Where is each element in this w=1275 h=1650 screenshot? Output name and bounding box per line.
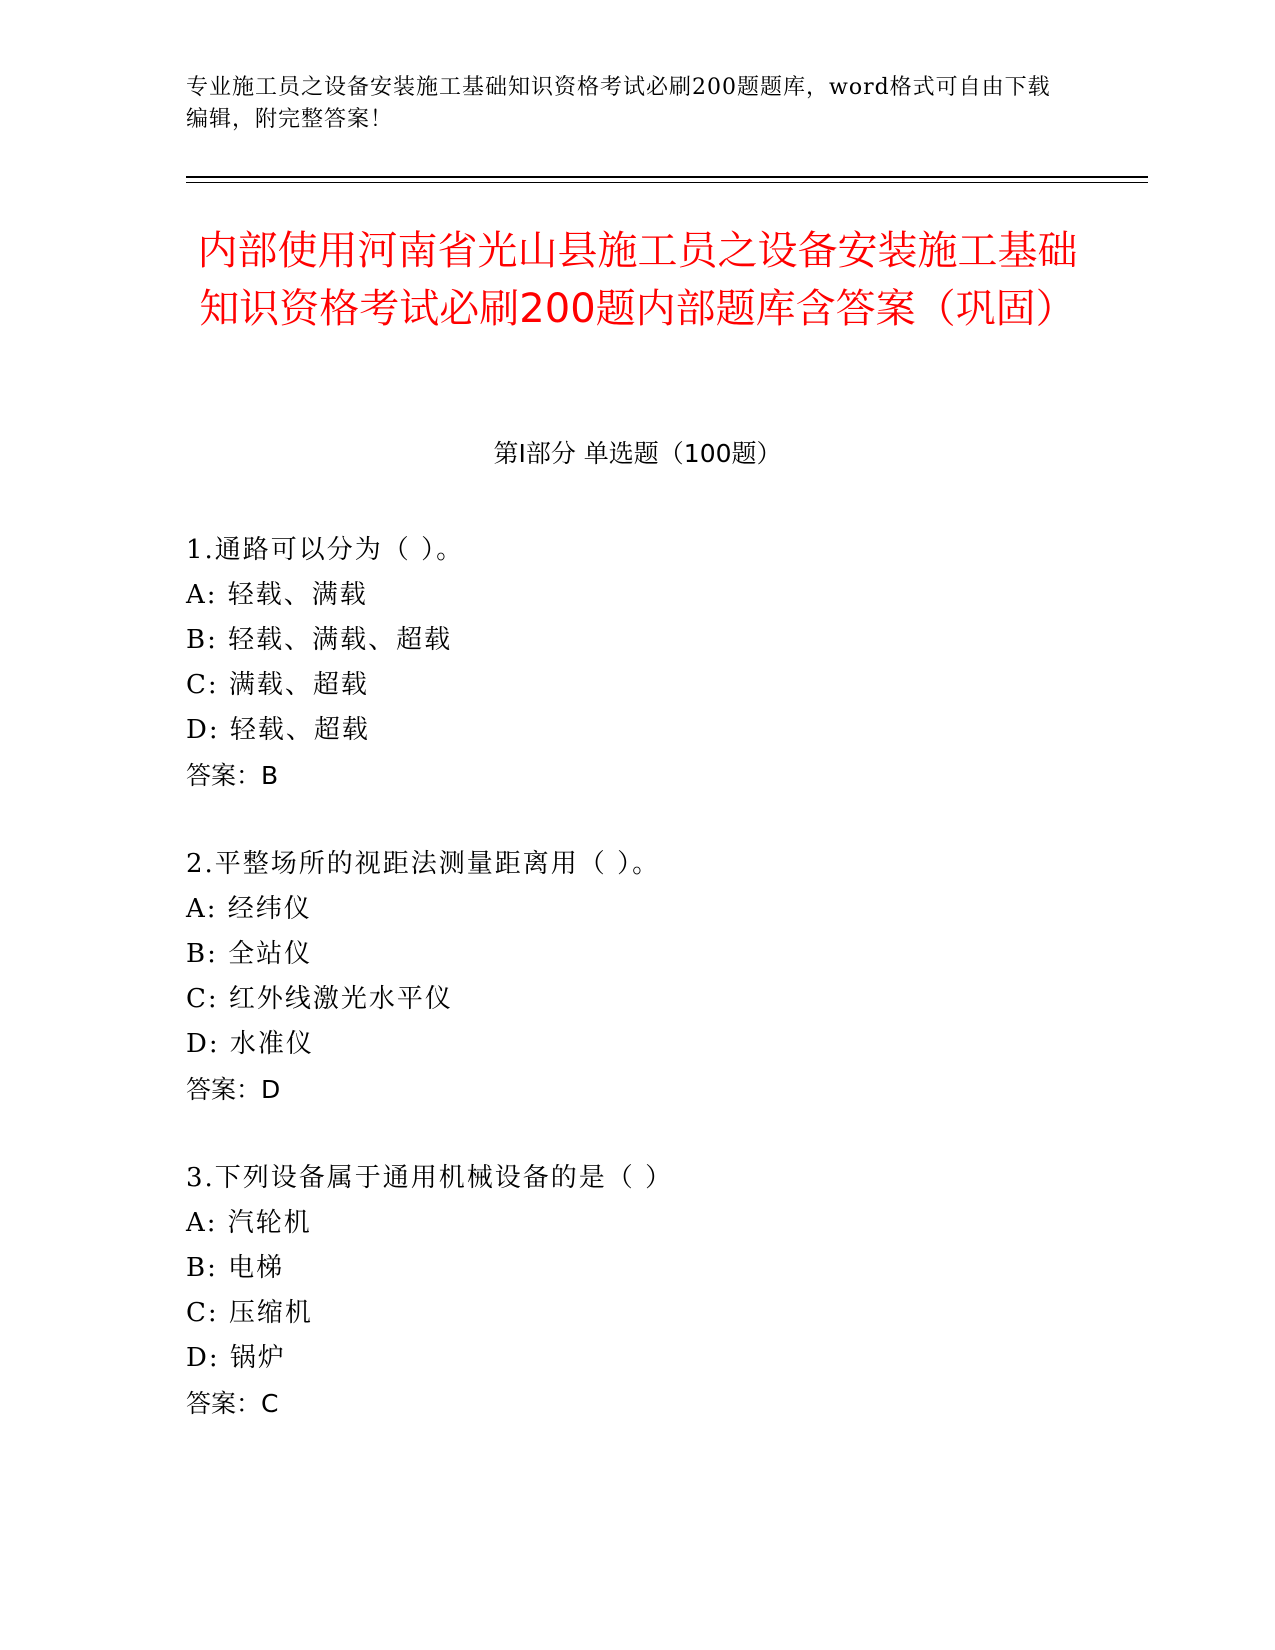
option-d: D: 水准仪 bbox=[186, 1029, 314, 1059]
option-c: C: 满载、超载 bbox=[186, 670, 369, 700]
header-note: 专业施工员之设备安装施工基础知识资格考试必刷200题题库，word格式可自由下载编辑，附完整答案！ bbox=[186, 75, 1051, 132]
option-a: A: 经纬仪 bbox=[186, 894, 312, 924]
header-divider-thick bbox=[186, 176, 1148, 178]
question-1 bbox=[186, 528, 1086, 798]
document-title: 内部使用河南省光山县施工员之设备安装施工基础知识资格考试必刷200题内部题库含答案（巩固） bbox=[197, 228, 1078, 332]
answer-key: 答案：C bbox=[186, 1389, 279, 1418]
option-b: B: 电梯 bbox=[186, 1253, 285, 1283]
option-c: C: 红外线激光水平仪 bbox=[186, 984, 453, 1014]
question-3 bbox=[186, 1156, 1086, 1426]
option-a: A: 汽轮机 bbox=[186, 1208, 312, 1238]
question-2 bbox=[186, 842, 1086, 1112]
header-divider-thin bbox=[186, 182, 1148, 183]
question-list bbox=[186, 528, 1086, 1470]
option-a: A: 轻载、满载 bbox=[186, 580, 368, 610]
option-d: D: 轻载、超载 bbox=[186, 715, 370, 745]
question-stem: 1.通路可以分为（ ）。 bbox=[186, 535, 465, 565]
option-b: B: 全站仪 bbox=[186, 939, 313, 969]
option-b: B: 轻载、满载、超载 bbox=[186, 625, 453, 655]
option-c: C: 压缩机 bbox=[186, 1298, 313, 1328]
question-stem: 2.平整场所的视距法测量距离用（ ）。 bbox=[186, 849, 661, 879]
option-d: D: 锅炉 bbox=[186, 1343, 286, 1373]
answer-key: 答案：D bbox=[186, 1075, 281, 1104]
answer-key: 答案：B bbox=[186, 761, 279, 790]
section-heading: 第Ⅰ部分 单选题（100题） bbox=[493, 439, 782, 468]
question-stem: 3.下列设备属于通用机械设备的是（ ） bbox=[186, 1163, 674, 1193]
